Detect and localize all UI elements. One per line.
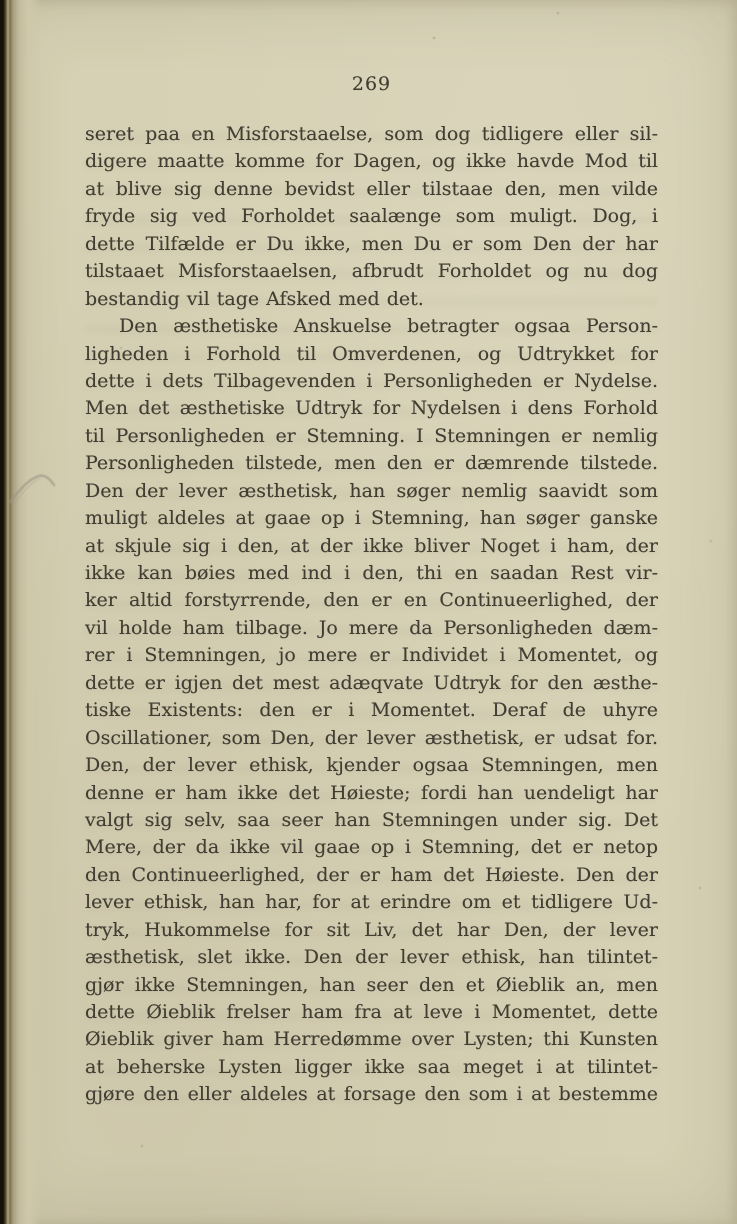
text-line: Den der lever æsthetisk, han søger nemlig saavidt som <box>85 479 658 502</box>
text-line: tilstaaet Misforstaaelsen, afbrudt Forholdet og nu dog <box>85 260 658 283</box>
text-line: lever ethisk, han har, for at erindre om et tidligere Ud- <box>85 891 658 914</box>
text-line: at blive sig denne bevidst eller tilstaae den, men vilde <box>85 177 658 200</box>
text-line: ligheden i Forhold til Omverdenen, og Udtrykket for <box>85 342 658 365</box>
pencil-mark <box>6 462 60 510</box>
text-line: Personligheden tilstede, men den er dæmrende tilstede. <box>85 452 658 475</box>
text-line: bestandig vil tage Afsked med det. <box>85 287 424 310</box>
text-line: dette Øieblik frelser ham fra at leve i Momentet, dette <box>85 1001 658 1023</box>
text-line: Den, der lever ethisk, kjender ogsaa Stemningen, men <box>85 754 658 777</box>
page-lines <box>85 121 658 1109</box>
text-line: Oscillationer, som Den, der lever æsthetisk, er udsat for. <box>85 726 658 749</box>
binding-edge-shadow <box>0 0 42 1224</box>
text-line: tiske Existents: den er i Momentet. Deraf de uhyre <box>85 699 658 722</box>
text-line: dette i dets Tilbagevenden i Personligheden er Nydelse. <box>85 369 658 392</box>
text-line: Mere, der da ikke vil gaae op i Stemning, det er netop <box>85 836 658 859</box>
text-line: digere maatte komme for Dagen, og ikke havde Mod til <box>85 150 658 173</box>
text-line: vil holde ham tilbage. Jo mere da Personligheden dæm- <box>85 616 658 639</box>
text-line: Men det æsthetiske Udtryk for Nydelsen i dens Forhold <box>85 397 658 420</box>
text-line: Øieblik giver ham Herredømme over Lysten; thi Kunsten <box>85 1028 658 1051</box>
text-line: at beherske Lysten ligger ikke saa meget i at tilintet- <box>85 1055 658 1078</box>
text-line: dette Tilfælde er Du ikke, men Du er som Den der har <box>85 232 658 255</box>
text-line: gjør ikke Stemningen, han seer den et Øieblik an, men <box>85 973 658 996</box>
page-number: 269 <box>351 73 392 95</box>
text-line: at skjule sig i den, at der ikke bliver Noget i ham, der <box>85 534 658 557</box>
text-line: den Continueerlighed, der er ham det Høieste. Den der <box>85 863 658 886</box>
text-line: til Personligheden er Stemning. I Stemningen er nemlig <box>85 424 658 447</box>
dust-specks <box>0 0 2 2</box>
text-line: gjøre den eller aldeles at forsage den som i at bestemme <box>85 1083 658 1106</box>
text-line: tryk, Hukommelse for sit Liv, det har Den, der lever <box>85 918 658 941</box>
text-line: Den æsthetiske Anskuelse betragter ogsaa Person- <box>119 315 658 338</box>
text-line: ikke kan bøies med ind i den, thi en saadan Rest vir- <box>85 562 658 584</box>
text-line: dette er igjen det mest adæqvate Udtryk for den æsthe- <box>85 671 658 694</box>
text-line: fryde sig ved Forholdet saalænge som muligt. Dog, i <box>85 205 658 228</box>
text-line: denne er ham ikke det Høieste; fordi han uendeligt har <box>85 781 658 804</box>
text-line: seret paa en Misforstaaelse, som dog tidligere eller sil- <box>85 123 658 145</box>
text-line: valgt sig selv, saa seer han Stemningen under sig. Det <box>85 808 658 831</box>
text-line: ker altid forstyrrende, den er en Continueerlighed, der <box>85 589 658 612</box>
text-line: rer i Stemningen, jo mere er Individet i Momentet, og <box>85 644 658 667</box>
text-line: muligt aldeles at gaae op i Stemning, han søger ganske <box>85 507 658 530</box>
text-line: æsthetisk, slet ikke. Den der lever ethisk, han tilintet- <box>85 946 658 969</box>
